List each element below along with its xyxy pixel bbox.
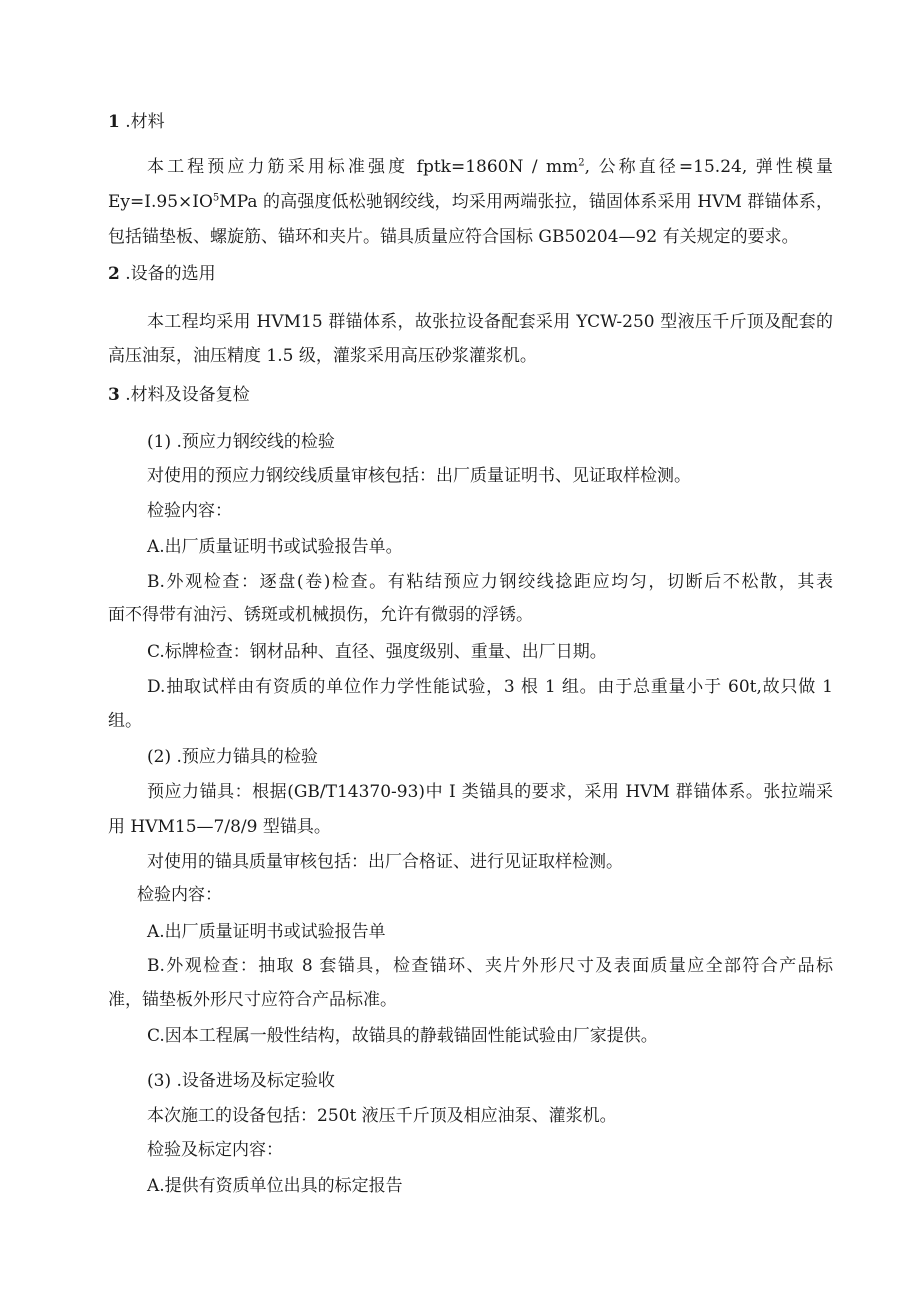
- subsection-3-content-label: 检验及标定内容：: [147, 1140, 283, 1160]
- subsection-1-item-b-line-1: B.外观检查：逐盘(卷)检查。有粘结预应力钢绞线捻距应均匀，切断后不松散，其表: [147, 572, 833, 592]
- subsection-1-item-a: A.出厂质量证明书或试验报告单。: [147, 537, 403, 557]
- subsection-1-item-d-line-1: D.抽取试样由有资质的单位作力学性能试验，3 根 1 组。由于总重量小于 60t,故只做 1: [147, 677, 833, 697]
- subsection-2-title: (2) .预应力锚具的检验: [147, 747, 318, 767]
- subsection-3-title: (3) .设备进场及标定验收: [147, 1071, 335, 1091]
- subsection-1-intro: 对使用的预应力钢绞线质量审核包括：出厂质量证明书、见证取样检测。: [147, 466, 691, 486]
- section-3-title: .材料及设备复检: [119, 385, 250, 405]
- subsection-1-title: (1) .预应力钢绞线的检验: [147, 432, 335, 452]
- superscript-5: 5: [212, 192, 220, 204]
- section-1-paragraph-line-2: [108, 191, 833, 213]
- subsection-1-item-c: C.标牌检查：钢材品种、直径、强度级别、重量、出厂日期。: [147, 642, 607, 662]
- section-1-paragraph-line-1: [147, 156, 833, 178]
- subsection-2-paragraph-line-1: 预应力锚具：根据(GB/T14370-93)中 I 类锚具的要求，采用 HVM 群锚体系。张拉端采: [147, 782, 833, 802]
- subsection-2-item-c: C.因本工程属一般性结构，故锚具的静载锚固性能试验由厂家提供。: [147, 1026, 658, 1046]
- section-1-text-b: , 公称直径=15.24, 弹性模量: [584, 157, 833, 177]
- subsection-1-content-label: 检验内容：: [147, 501, 232, 521]
- subsection-2-item-b-line-2: 准，锚垫板外形尺寸应符合产品标准。: [108, 990, 397, 1010]
- section-1-heading: [108, 111, 165, 133]
- subsection-2-item-a: A.出厂质量证明书或试验报告单: [147, 922, 386, 942]
- section-1-text-a: 本工程预应力筋采用标准强度 fptk=1860N / mm: [147, 157, 579, 177]
- subsection-2-content-label: 检验内容：: [137, 885, 222, 905]
- section-2-paragraph-line-1: 本工程均采用 HVM15 群锚体系，故张拉设备配套采用 YCW-250 型液压千斤顶及配套的: [147, 312, 833, 332]
- section-3-number: 3: [108, 385, 120, 405]
- section-2-title: .设备的选用: [119, 264, 216, 284]
- section-1-paragraph-line-3: 包括锚垫板、螺旋筋、锚环和夹片。锚具质量应符合国标 GB50204—92 有关规定的要求。: [108, 227, 799, 247]
- section-1-title: .材料: [119, 112, 165, 132]
- section-2-number: 2: [108, 264, 120, 284]
- subsection-2-item-b-line-1: B.外观检查：抽取 8 套锚具，检查锚环、夹片外形尺寸及表面质量应全部符合产品标: [147, 956, 833, 976]
- subsection-3-item-a: A.提供有资质单位出具的标定报告: [147, 1176, 403, 1196]
- section-2-paragraph-line-2: 高压油泵，油压精度 1.5 级，灌浆采用高压砂浆灌浆机。: [108, 346, 537, 366]
- superscript-2: 2: [578, 157, 585, 169]
- subsection-1-item-b-line-2: 面不得带有油污、锈斑或机械损伤，允许有微弱的浮锈。: [108, 605, 533, 625]
- section-2-heading: [108, 263, 216, 285]
- section-1-text-d: MPa 的高强度低松驰钢绞线，均采用两端张拉，锚固体系采用 HVM 群锚体系，: [219, 192, 833, 212]
- subsection-2-intro: 对使用的锚具质量审核包括：出厂合格证、进行见证取样检测。: [147, 852, 623, 872]
- subsection-3-intro: 本次施工的设备包括：250t 液压千斤顶及相应油泵、灌浆机。: [147, 1106, 617, 1126]
- section-1-text-c: Ey=I.95×IO: [108, 192, 213, 212]
- subsection-1-item-d-line-2: 组。: [108, 711, 142, 731]
- section-1-number: 1: [108, 112, 120, 132]
- section-3-heading: [108, 384, 250, 406]
- subsection-2-paragraph-line-2: 用 HVM15—7/8/9 型锚具。: [108, 817, 331, 837]
